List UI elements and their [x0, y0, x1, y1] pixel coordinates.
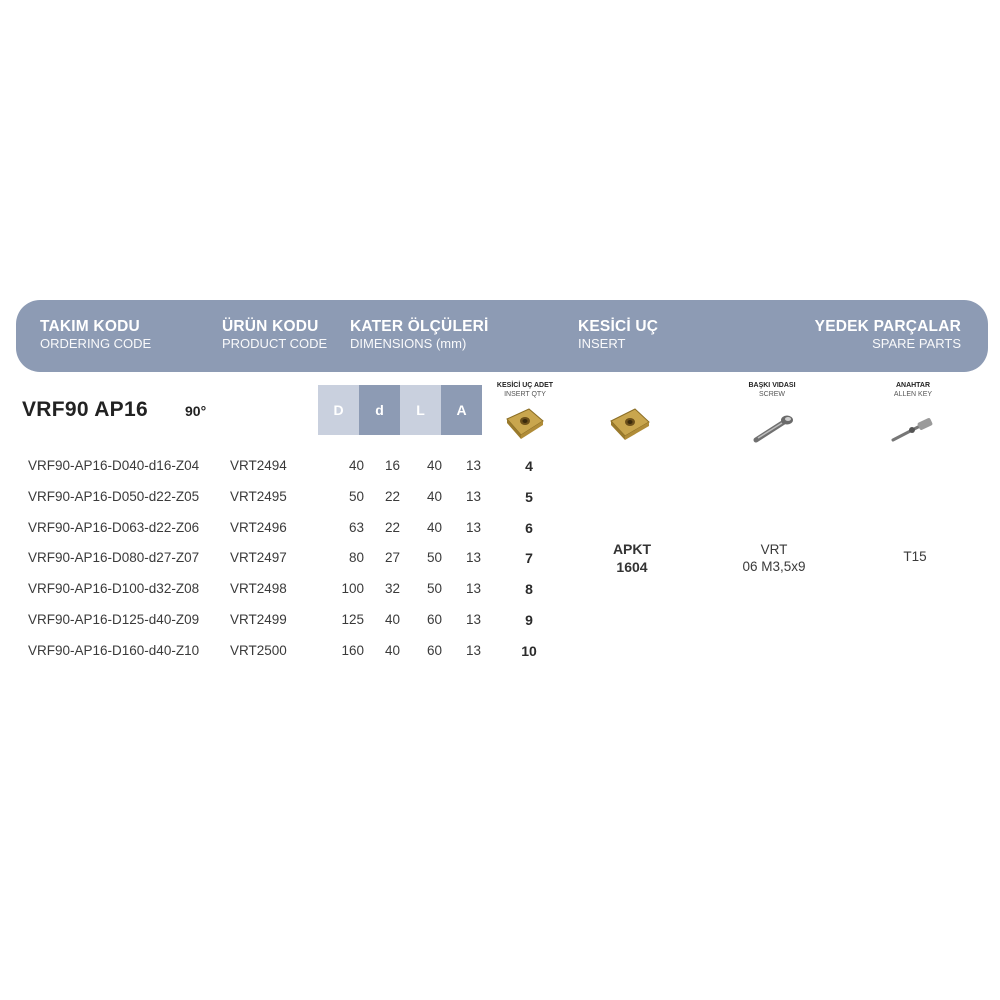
insert-qty: 6 — [525, 519, 533, 536]
model-angle: 90° — [185, 403, 207, 419]
dim-L: 50 — [426, 581, 442, 597]
header-insert-tr: KESİCİ UÇ — [578, 318, 659, 335]
insert-code-line1: APKT — [612, 541, 652, 557]
table-row — [0, 489, 1000, 509]
dim-A: 13 — [465, 581, 481, 597]
product-code: VRT2495 — [230, 488, 287, 504]
product-code: VRT2500 — [230, 642, 287, 658]
dim-L: 40 — [426, 488, 442, 504]
header-product-code — [222, 318, 327, 352]
dim-L: 60 — [426, 612, 442, 627]
screw-label — [737, 381, 807, 399]
dim-d: 22 — [384, 519, 400, 535]
allen-key-label — [878, 381, 948, 399]
insert-icon — [607, 405, 653, 443]
dim-A: 13 — [465, 519, 481, 535]
insert-qty: 9 — [525, 612, 533, 628]
order-code: VRF90-AP16-D160-d40-Z10 — [28, 642, 200, 658]
dim-d: 32 — [384, 581, 400, 597]
table-row — [0, 458, 1000, 478]
insert-qty: 10 — [521, 642, 537, 659]
table-header-bar — [16, 300, 988, 372]
allen-key-label-tr: ANAHTAR — [895, 382, 931, 389]
screw-label-en: SCREW — [758, 391, 786, 398]
dim-header-A: A — [441, 385, 482, 435]
insert-code-line2: 1604 — [616, 559, 648, 575]
order-code: VRF90-AP16-D063-d22-Z06 — [28, 519, 200, 535]
screw-code — [724, 541, 824, 575]
dim-D: 160 — [341, 642, 364, 658]
screw-code-line1: VRT — [760, 542, 788, 557]
header-product-en: PRODUCT CODE — [222, 336, 328, 351]
dim-L: 50 — [426, 550, 442, 566]
order-code: VRF90-AP16-D040-d16-Z04 — [28, 458, 200, 473]
dim-D: 63 — [348, 519, 364, 535]
screw-code-line2: 06 M3,5x9 — [742, 559, 806, 574]
dim-d: 27 — [384, 550, 400, 566]
dim-L: 40 — [426, 519, 442, 535]
insert-code — [592, 540, 672, 576]
header-insert-en: INSERT — [578, 336, 626, 351]
dim-d: 22 — [384, 488, 400, 504]
insert-icon — [503, 405, 547, 441]
product-code: VRT2496 — [230, 519, 287, 535]
header-ordering-en: ORDERING CODE — [40, 336, 152, 351]
allen-key-label-en: ALLEN KEY — [893, 391, 933, 398]
table-row — [0, 581, 1000, 601]
insert-qty-label-tr: KESİCİ UÇ ADET — [496, 382, 554, 389]
dim-A: 13 — [465, 642, 481, 658]
order-code: VRF90-AP16-D080-d27-Z07 — [28, 550, 200, 566]
dim-d: 40 — [384, 642, 400, 658]
dim-L: 60 — [426, 642, 442, 658]
dim-A: 13 — [465, 488, 481, 504]
allen-key-code: T15 — [903, 549, 927, 564]
insert-qty: 5 — [525, 488, 533, 505]
header-spare-tr: YEDEK PARÇALAR — [814, 318, 961, 335]
dim-D: 125 — [341, 612, 364, 627]
dim-header-L: L — [400, 385, 441, 435]
order-code: VRF90-AP16-D125-d40-Z09 — [28, 612, 200, 627]
order-code: VRF90-AP16-D050-d22-Z05 — [28, 488, 200, 504]
dim-D: 80 — [348, 550, 364, 566]
header-ordering-code — [40, 318, 151, 352]
dim-D: 50 — [348, 488, 364, 504]
order-code: VRF90-AP16-D100-d32-Z08 — [28, 581, 200, 597]
product-code: VRT2498 — [230, 581, 287, 597]
dim-A: 13 — [465, 550, 481, 566]
dim-L: 40 — [426, 458, 442, 473]
table-row — [0, 550, 1000, 570]
product-code: VRT2494 — [230, 458, 287, 473]
header-insert — [578, 318, 658, 352]
product-code: VRT2497 — [230, 550, 287, 566]
dim-d: 40 — [384, 612, 400, 627]
table-row — [0, 643, 1000, 663]
header-ordering-tr: TAKIM KODU — [40, 318, 140, 335]
insert-qty-label — [490, 381, 560, 399]
dim-A: 13 — [465, 612, 481, 627]
model-title: VRF90 AP16 — [22, 398, 148, 421]
dim-D: 40 — [348, 458, 364, 473]
dim-header-d: d — [359, 385, 400, 435]
insert-qty: 8 — [525, 581, 533, 598]
header-spare-parts — [815, 318, 961, 352]
table-row — [0, 520, 1000, 540]
header-dimensions — [350, 318, 489, 352]
header-dimensions-en: DIMENSIONS (mm) — [350, 336, 467, 351]
header-product-tr: ÜRÜN KODU — [222, 318, 319, 335]
allen-key-icon — [890, 414, 936, 444]
table-row — [0, 612, 1000, 632]
insert-qty: 4 — [525, 458, 533, 474]
screw-icon — [752, 412, 796, 446]
header-spare-en: SPARE PARTS — [872, 336, 961, 351]
dim-header-D: D — [318, 385, 359, 435]
insert-qty: 7 — [525, 550, 533, 567]
dim-D: 100 — [341, 581, 364, 597]
dim-A: 13 — [465, 458, 481, 473]
screw-label-tr: BAŞKI VIDASI — [748, 382, 796, 389]
product-code: VRT2499 — [230, 612, 287, 627]
dim-d: 16 — [384, 458, 400, 473]
header-dimensions-tr: KATER ÖLÇÜLERİ — [350, 318, 489, 335]
insert-qty-label-en: INSERT QTY — [504, 391, 546, 398]
